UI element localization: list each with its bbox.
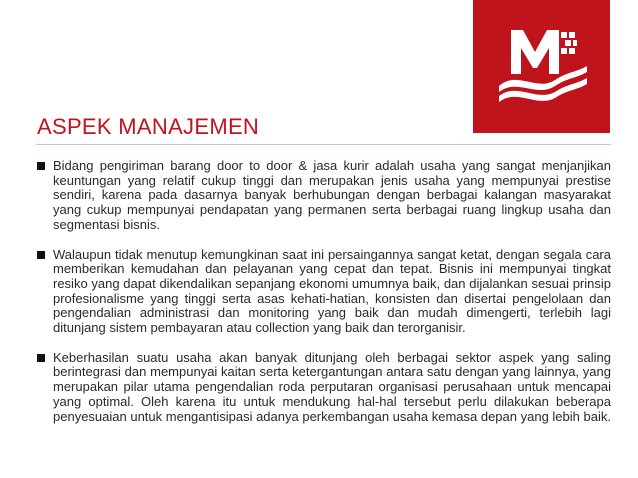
square-bullet-icon [37,354,45,362]
logo-panel [473,0,610,133]
page-title: ASPEK MANAJEMEN [37,114,260,139]
square-bullet-icon [37,251,45,259]
bullet-text: Walaupun tidak menutup kemungkinan saat ini persaingannya sangat ketat, dengan segala cara memberikan kemudahan dan pelayanan yang cepat dan tepat. Bisnis ini mempunyai tingkat resiko yang dapat dikendalikan sepanjang ekonomi umumnya baik, dan dijalankan sesuai prinsip profesionalisme yang tinggi serta asas kehati-hatian, konsisten dan disertai pengelolaan dan pengendalian administrasi dan monitoring yang baik dan mudah dimengerti, terlebih lagi ditunjang sistem pembayaran atau collection yang baik dan terorganisir. [53,246,611,336]
bullet-text: Bidang pengiriman barang door to door & jasa kurir adalah usaha yang sangat menjanjikan keuntungan yang relatif cukup tinggi dan merupakan jenis usaha yang mempunyai prestise sendiri, karena pada dasarnya banyak berhubungan dengan berbagai kalangan masyarakat yang cukup mempunyai pendapatan yang permanen serta berbagai ruang lingkup usaha dan segmentasi bisnis. [53,158,611,232]
list-item [36,351,611,425]
square-bullet-icon [37,162,45,170]
list-item [36,248,611,336]
list-item [36,159,611,233]
m-wave-logo-icon [473,0,610,133]
title-divider [36,144,611,145]
bullet-list [36,159,611,439]
bullet-text: Keberhasilan suatu usaha akan banyak ditunjang oleh berbagai sektor aspek yang saling berintegrasi dan mempunyai kaitan serta ketergantungan antara satu dengan yang lainnya, yang merupakan pilar utama pengendalian roda perputaran organisasi perusahaan untuk mencapai yang optimal. Oleh karena itu untuk mendukung hal-hal tersebut perlu dilakukan beberapa penyesuaian untuk mengantisipasi adanya perkembangan usaha kemasa depan yang lebih baik. [53,349,611,424]
